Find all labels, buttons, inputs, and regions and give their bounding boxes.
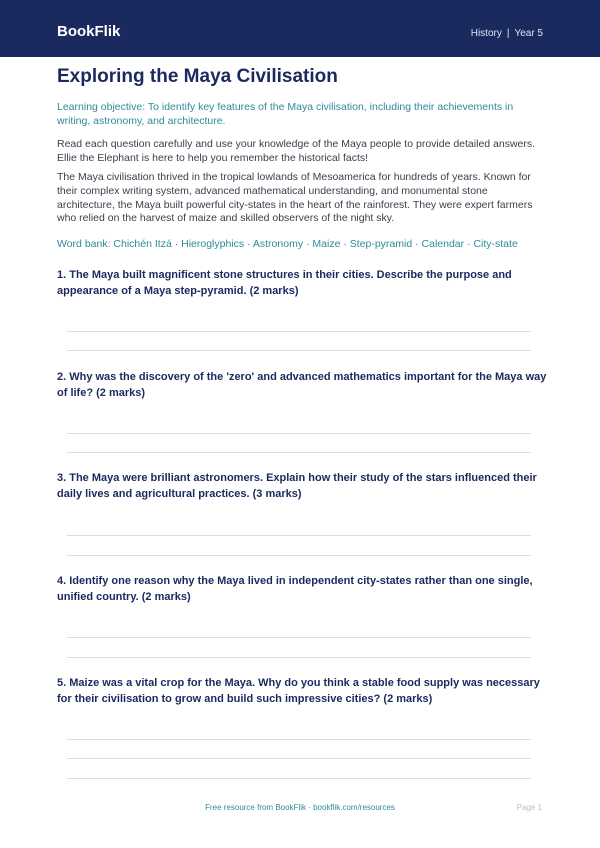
question-text: 1. The Maya built magnificent stone structures in their cities. Describe the purpose and appearance of a Maya step-pyramid. (2 marks) (57, 269, 512, 297)
footer-resource-link[interactable]: Free resource from BookFlik · bookflik.com/resources (205, 803, 395, 812)
question-2 (57, 370, 547, 401)
answer-line[interactable] (67, 555, 531, 556)
answer-line[interactable] (67, 758, 531, 759)
brand-logo-text: BookFlik (57, 23, 121, 40)
year-label: Year 5 (514, 28, 543, 39)
context-paragraph: The Maya civilisation thrived in the tropical lowlands of Mesoamerica for hundreds of years. Known for their complex writing system, advanced mathematical understanding, and monumental stone architecture, the Maya built powerful city-states in the heart of the rainforest. They were expert farmers who relied on the harvest of maize and skilled observers of the night sky. (57, 171, 533, 225)
answer-line[interactable] (67, 535, 531, 536)
subject-label: History (470, 28, 502, 39)
page-number: Page 1 (516, 803, 542, 812)
answer-line[interactable] (67, 350, 531, 351)
subject-year-label (471, 28, 543, 40)
word-bank: Word bank: Chichén Itzá · Hieroglyphics · Astronomy · Maize · Step-pyramid · Calendar · City-state (57, 238, 518, 250)
answer-line[interactable] (67, 739, 531, 740)
learning-objective: Learning objective: To identify key features of the Maya civilisation, including their achievements in writing, astronomy, and architecture. (57, 101, 514, 127)
page-title: Exploring the Maya Civilisation (57, 66, 338, 87)
instructions-paragraph: Read each question carefully and use your knowledge of the Maya people to provide detailed answers. Ellie the Elephant is here to help you remember the historical facts! (57, 138, 536, 164)
answer-line[interactable] (67, 452, 531, 453)
question-text: 2. Why was the discovery of the 'zero' and advanced mathematics important for the Maya way of life? (2 marks) (57, 371, 547, 399)
page-header (0, 0, 600, 57)
answer-line[interactable] (67, 778, 531, 779)
question-5 (57, 676, 547, 707)
question-3 (57, 471, 547, 502)
separator: | (506, 28, 510, 39)
question-1 (57, 268, 547, 299)
question-text: 4. Identify one reason why the Maya lived in independent city-states rather than one single, unified country. (2 marks) (57, 575, 533, 603)
answer-line[interactable] (67, 657, 531, 658)
question-text: 5. Maize was a vital crop for the Maya. Why do you think a stable food supply was necessary for their civilisation to grow and build such impressive cities? (2 marks) (57, 677, 540, 705)
answer-line[interactable] (67, 331, 531, 332)
answer-line[interactable] (67, 637, 531, 638)
question-text: 3. The Maya were brilliant astronomers. Explain how their study of the stars influenced their daily lives and agricultural practices. (3 marks) (57, 472, 537, 500)
question-4 (57, 574, 547, 605)
page-footer (0, 800, 600, 816)
answer-line[interactable] (67, 433, 531, 434)
